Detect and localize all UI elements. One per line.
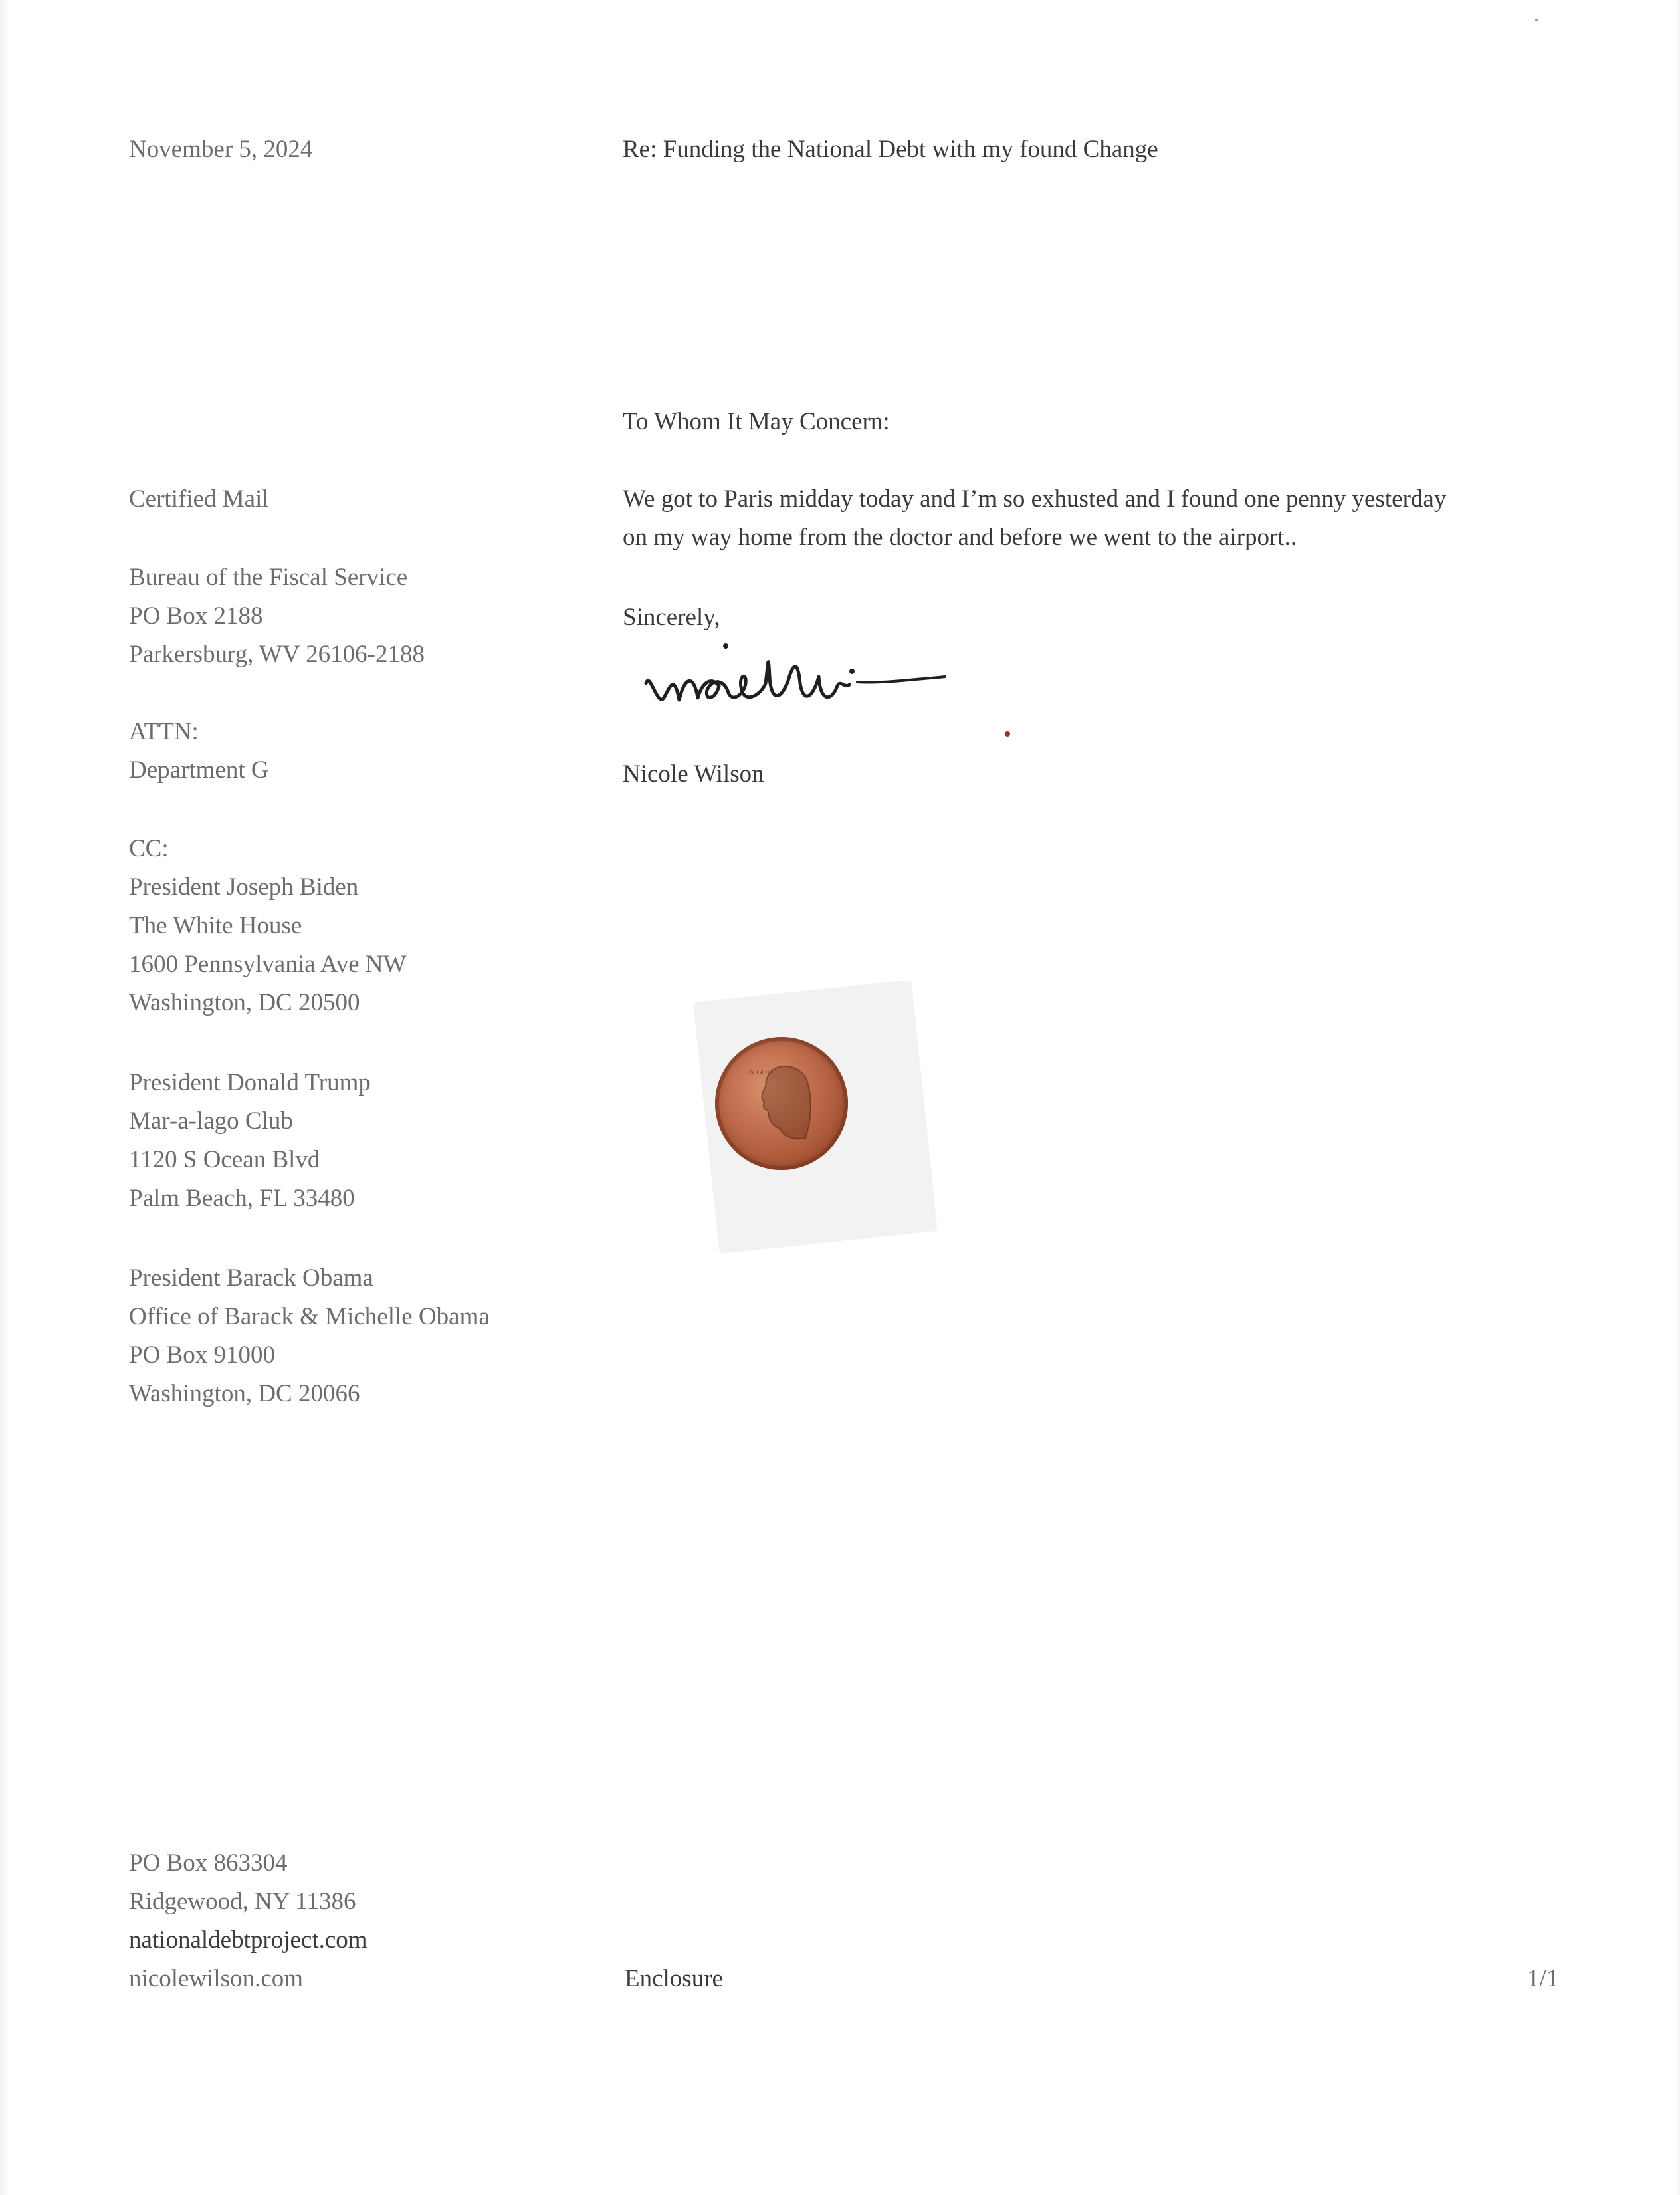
address-line: Palm Beach, FL 33480 [129,1185,355,1212]
sender-address [129,1844,368,1998]
address-line: Washington, DC 20066 [129,1380,360,1407]
closing: Sincerely, [623,604,720,631]
attn-label: ATTN: [129,718,199,745]
lincoln-profile-icon [742,1060,821,1146]
svg-text:IN GOD: IN GOD [747,1068,773,1076]
scan-speck [1535,19,1538,21]
address-line: The White House [129,912,302,939]
address-line: President Joseph Biden [129,873,359,901]
address-line: PO Box 91000 [129,1341,275,1369]
website-link[interactable]: nicolewilson.com [129,1965,304,1992]
salutation: To Whom It May Concern: [623,408,890,435]
recipient-address [129,558,425,674]
address-line: PO Box 863304 [129,1849,288,1877]
address-line: 1600 Pennsylvania Ave NW [129,951,407,978]
cc-obama [129,1259,490,1413]
address-line: Washington, DC 20500 [129,989,360,1016]
address-line: President Barack Obama [129,1264,373,1292]
address-line: PO Box 2188 [129,602,263,630]
address-line: Ridgewood, NY 11386 [129,1888,356,1915]
ink-dot [1005,731,1010,737]
penny-icon [715,1037,848,1170]
body-line: We got to Paris midday today and I’m so exhusted and I found one penny yesterday [623,485,1447,513]
cc-trump [129,1064,371,1218]
signer-name: Nicole Wilson [623,760,764,788]
attention-block [129,713,269,790]
letter-date: November 5, 2024 [129,136,313,163]
page-number: 1/1 [1527,1965,1559,1992]
address-line: Parkersburg, WV 26106-2188 [129,641,425,668]
mailing-method: Certified Mail [129,485,269,513]
letter-subject: Re: Funding the National Debt with my found Change [623,136,1158,163]
website-link[interactable]: nationaldebtproject.com [129,1926,368,1954]
body-line: on my way home from the doctor and before we went to the airport.. [623,524,1297,551]
address-line: President Donald Trump [129,1069,371,1096]
address-line: Office of Barack & Michelle Obama [129,1303,490,1330]
cc-label: CC: [129,835,169,862]
address-line: 1120 S Ocean Blvd [129,1146,320,1173]
enclosure-note: Enclosure [625,1965,723,1992]
attn-department: Department G [129,756,269,784]
signature-icon [638,637,957,730]
address-line: Bureau of the Fiscal Service [129,564,408,591]
address-line: Mar-a-lago Club [129,1107,293,1135]
cc-biden [129,830,407,1022]
letter-body [623,480,1446,557]
